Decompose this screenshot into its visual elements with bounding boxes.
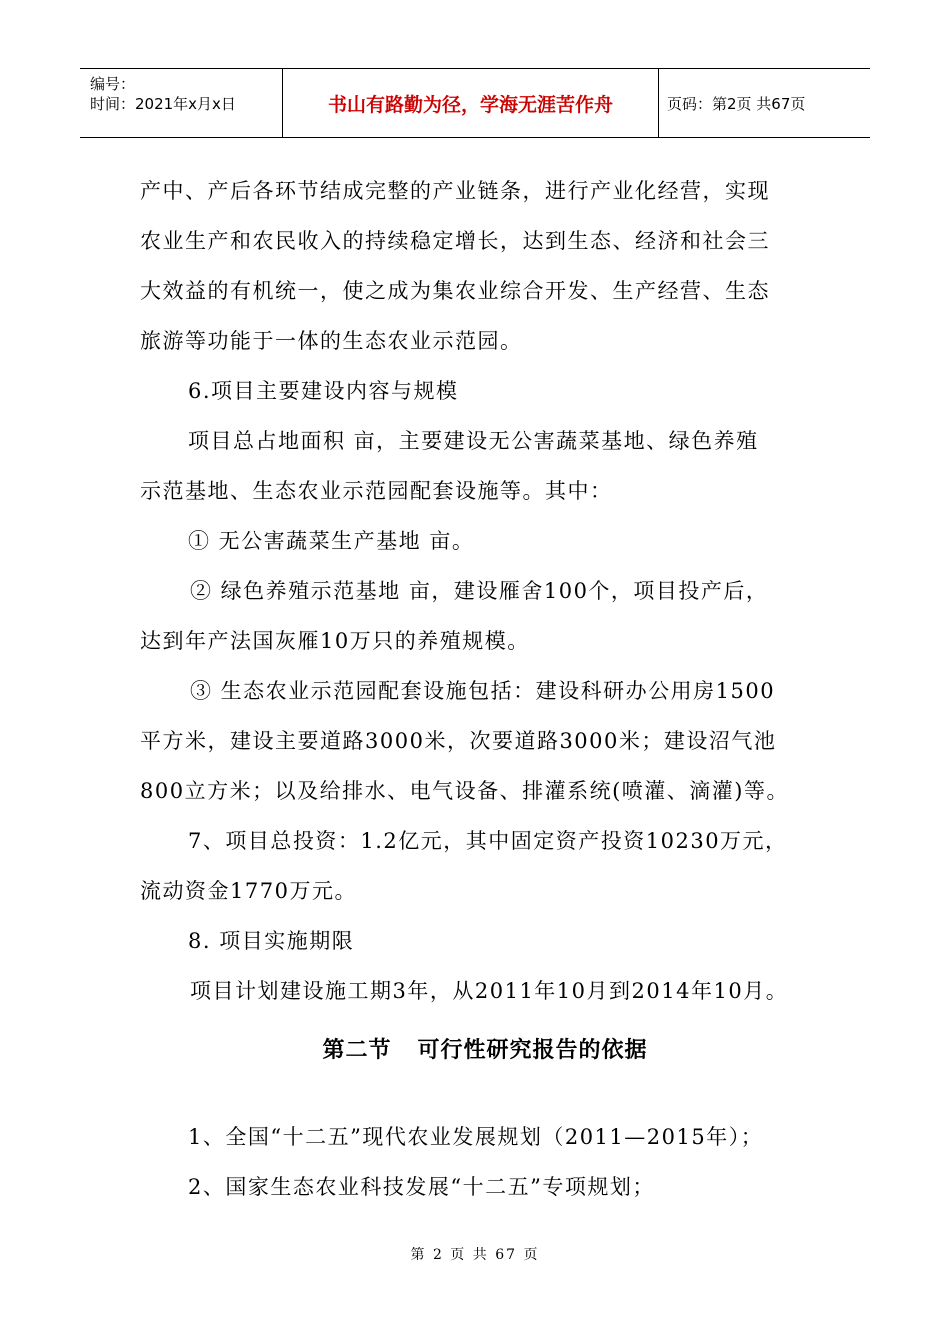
spacer [140, 1016, 830, 1026]
paragraph-line: 达到年产法国灰雁10万只的养殖规模。 [140, 629, 530, 653]
subheading-schedule: 8. 项目实施期限 [188, 929, 355, 953]
basis-list-item: 1、全国“十二五”现代农业发展规划（2011—2015年）； [188, 1125, 764, 1149]
number-label: 编号： [90, 75, 136, 93]
list-item-facilities: ③ 生态农业示范园配套设施包括：建设科研办公用房1500 [190, 679, 776, 703]
paragraph-line: 产中、产后各环节结成完整的产业链条，进行产业化经营，实现 [140, 179, 770, 203]
basis-list-item: 2、国家生态农业科技发展“十二五”专项规划； [188, 1175, 655, 1199]
document-body [140, 166, 830, 1212]
header-table [80, 68, 870, 138]
header-page-info: 页码：第2页 共67页 [667, 94, 806, 113]
paragraph-line: 农业生产和农民收入的持续稳定增长，达到生态、经济和社会三 [140, 229, 770, 253]
paragraph-line: 旅游等功能于一体的生态农业示范园。 [140, 329, 523, 353]
paragraph-line: 平方米，建设主要道路3000米，次要道路3000米；建设沼气池 [140, 729, 777, 753]
paragraph-line: 项目总占地面积 亩，主要建设无公害蔬菜基地、绿色养殖 [188, 429, 759, 453]
page-footer: 第 2 页 共 67 页 [410, 1247, 540, 1263]
subheading-construction-scale: 6.项目主要建设内容与规模 [188, 379, 459, 403]
paragraph-line: 示范基地、生态农业示范园配套设施等。其中： [140, 479, 613, 503]
paragraph-line: 流动资金1770万元。 [140, 879, 357, 903]
header-motto: 书山有路勤为径，学海无涯苦作舟 [283, 69, 659, 137]
subheading-investment: 7、项目总投资：1.2亿元，其中固定资产投资10230万元， [188, 829, 788, 853]
spacer [140, 1076, 830, 1112]
time-label: 时间：2021年x月x日 [90, 95, 236, 113]
section-title: 第二节 可行性研究报告的依据 [322, 1038, 648, 1063]
list-item-vegetable-base: ① 无公害蔬菜生产基地 亩。 [188, 529, 475, 553]
paragraph-line: 大效益的有机统一，使之成为集农业综合开发、生产经营、生态 [140, 279, 770, 303]
header-meta-cell [80, 69, 283, 137]
paragraph-line: 800立方米；以及给排水、电气设备、排灌系统(喷灌、滴灌)等。 [140, 779, 789, 803]
paragraph-line: 项目计划建设施工期3年，从2011年10月到2014年10月。 [190, 979, 789, 1003]
list-item-breeding-base: ② 绿色养殖示范基地 亩，建设雁舍100个，项目投产后， [190, 579, 769, 603]
